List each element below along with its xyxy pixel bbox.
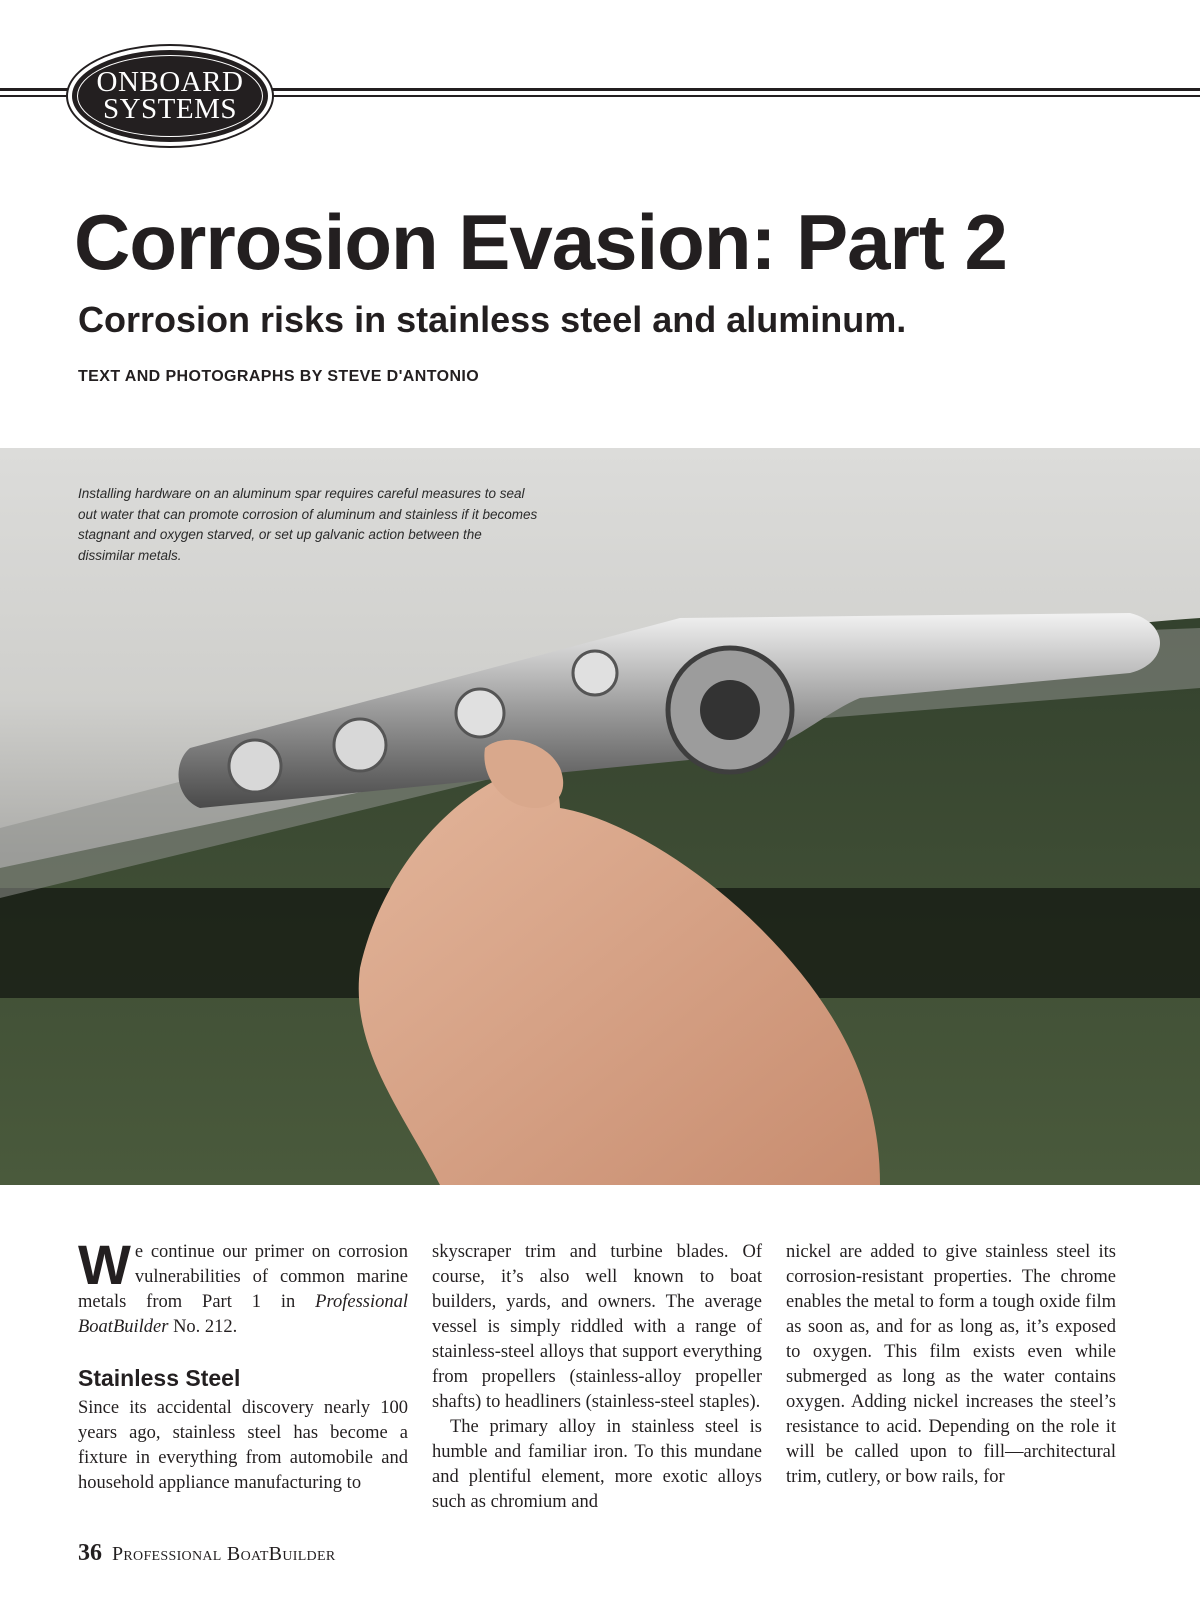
body-column-1: [78, 1233, 408, 1496]
body-column-2: [432, 1240, 762, 1515]
page-number: 36: [78, 1540, 102, 1566]
drop-cap: W: [78, 1233, 131, 1296]
intro-text-a: e continue our primer on corrosion vulnerabilities of common marine metals from Part 1 in: [78, 1242, 408, 1312]
section-badge-line1: ONBOARD: [96, 66, 244, 98]
section-badge: [72, 50, 268, 142]
body-paragraph-2-continued: nickel are added to give stainless steel its corrosion-resistant properties. The chrome enables the metal to form a tough oxide film as soon as, and for as long as, it’s exposed to oxygen. This film exists even while submerged as long as the water contains oxygen. Adding nickel increases the steel’s resistance to acid. Depending on the role it will be called upon to fill—architectural trim, cutlery, or bow rails, for: [786, 1242, 1116, 1487]
intro-text-b: No. 212.: [168, 1317, 238, 1337]
body-paragraph-1-continued: skyscraper trim and turbine blades. Of course, it’s also well known to boat builders, yards, and owners. The average vessel is simply riddled with a range of stainless-steel alloys that support everything from propellers (stainless-alloy propeller shafts) to headliners (stainless-steel staples).: [432, 1242, 762, 1412]
article-subtitle: Corrosion risks in stainless steel and aluminum.: [78, 299, 907, 340]
intro-paragraph: [78, 1233, 408, 1340]
body-paragraph-2: The primary alloy in stainless steel is humble and familiar iron. To this mundane and plentiful element, more exotic alloys such as chromium and: [432, 1417, 762, 1512]
page-footer: [78, 1540, 335, 1567]
magazine-name: Professional BoatBuilder: [112, 1543, 336, 1565]
photo-caption: Installing hardware on an aluminum spar requires careful measures to seal out water that can promote corrosion of aluminum and stainless if it becomes stagnant and oxygen starved, or set up galvanic action between the dissimilar metals.: [78, 486, 538, 563]
section-heading: Stainless Steel: [78, 1365, 241, 1391]
section-badge-line2: SYSTEMS: [102, 93, 238, 125]
magazine-title-reference: Professional BoatBuilder: [78, 1292, 408, 1337]
article-title: Corrosion Evasion: Part 2: [74, 198, 1007, 286]
body-paragraph-1: Since its accidental discovery nearly 100 years ago, stainless steel has become a fixture in everything from automobile and household appliance manufacturing to: [78, 1398, 408, 1493]
body-column-3: [786, 1240, 1116, 1490]
article-byline: TEXT AND PHOTOGRAPHS BY STEVE D'ANTONIO: [78, 368, 480, 385]
